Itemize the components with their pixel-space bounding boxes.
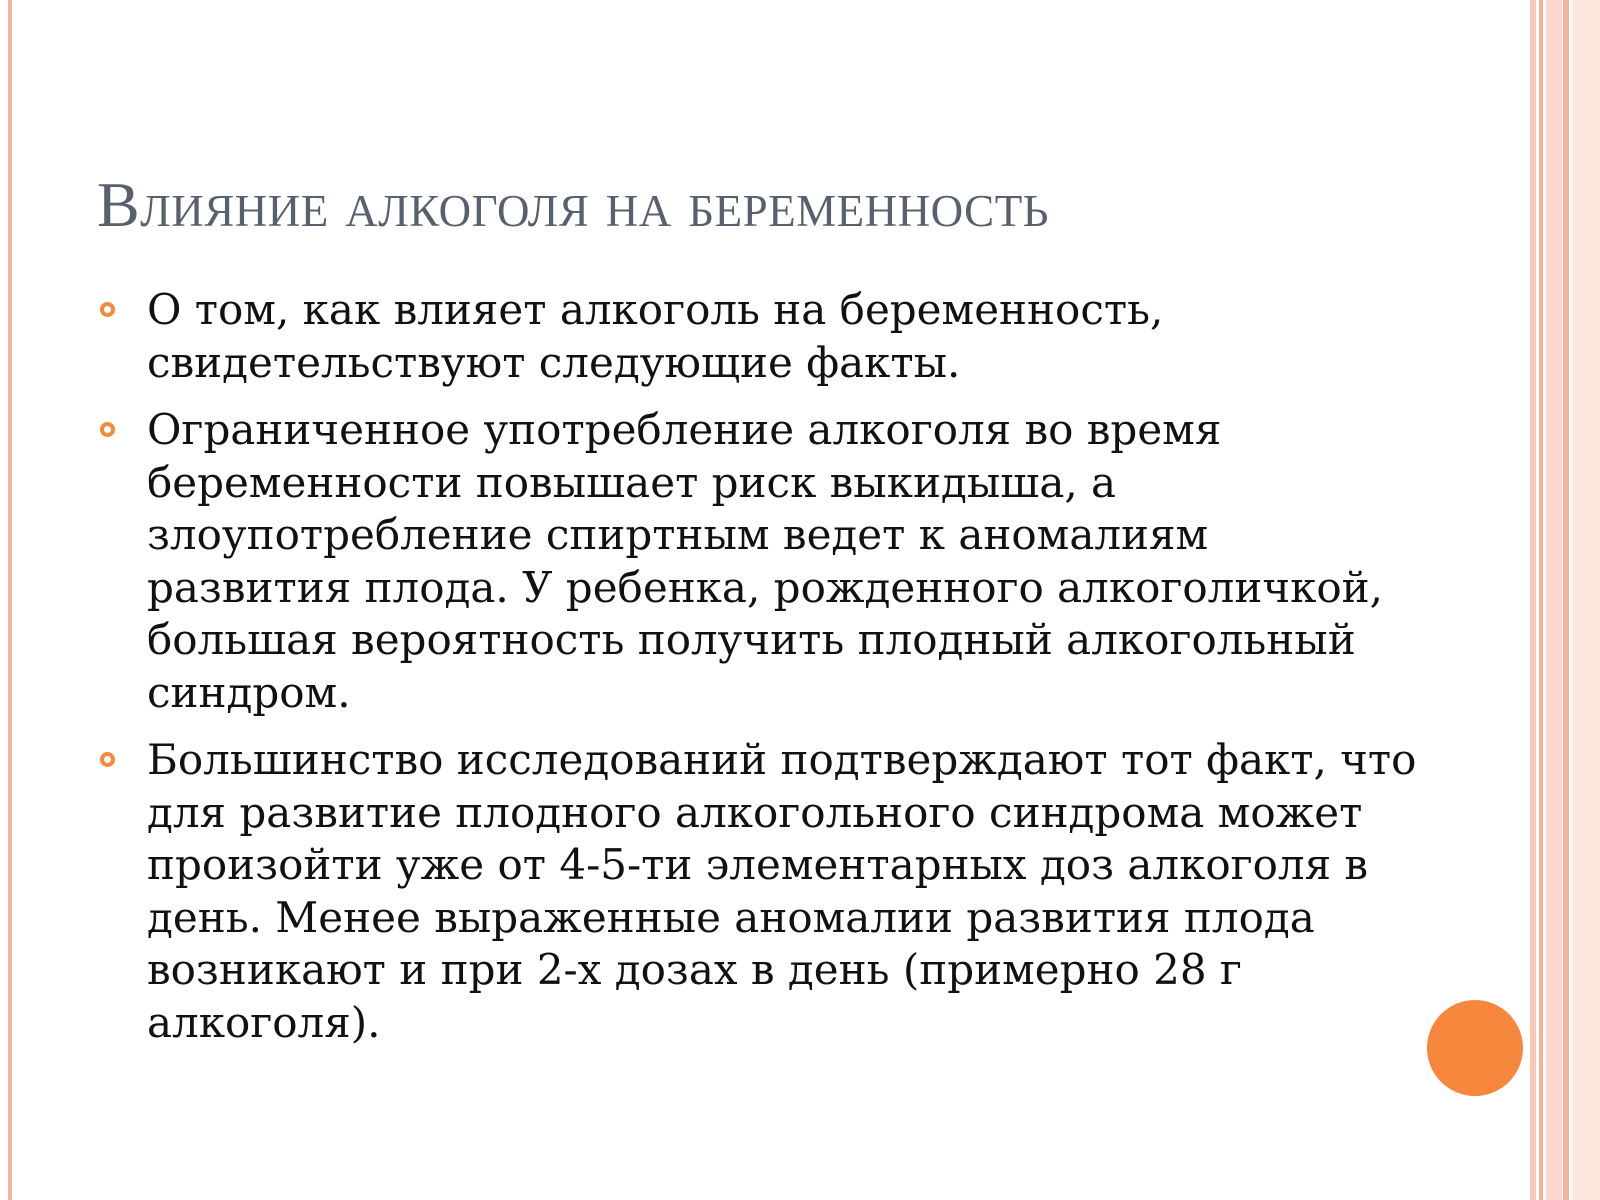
bullet-text-3: Большинство исследований подтверждают тот факт, что для развитие плодного алкогольного синдрома может произойти уже от 4-5-ти элементарных доз алкоголя в день. Менее выраженные аномалии развития плода возникают и при 2-х дозах в день (примерно 28 г алкоголя). xyxy=(147,735,1417,1047)
right-stripe-2 xyxy=(1539,0,1543,1200)
bullet-list xyxy=(100,284,1420,1064)
bullet-text-1: О том, как влияет алкоголь на беременность, свидетельствуют следующие факты. xyxy=(147,285,1164,387)
right-stripe-4 xyxy=(1563,0,1569,1200)
ring-bullet-icon xyxy=(100,302,115,317)
bullet-item-3 xyxy=(100,734,1420,1049)
left-border-stripe xyxy=(8,0,12,1200)
ring-bullet-icon xyxy=(100,752,115,767)
right-stripe-1 xyxy=(1530,0,1536,1200)
bullet-item-2 xyxy=(100,404,1420,719)
slide-title: Влияние алкоголя на беременность xyxy=(97,169,1050,240)
bullet-item-1 xyxy=(100,284,1420,389)
decorative-circle xyxy=(1427,1000,1523,1096)
right-stripe-5 xyxy=(1572,0,1600,1200)
right-stripe-3 xyxy=(1546,0,1562,1200)
bullet-text-2: Ограниченное употребление алкоголя во время беременности повышает риск выкидыша, а злоупотребление спиртным ведет к аномалиям развития плода. У ребенка, рожденного алкоголичкой, большая вероятность получить плодный алкогольный синдром. xyxy=(147,405,1383,717)
ring-bullet-icon xyxy=(100,422,115,437)
